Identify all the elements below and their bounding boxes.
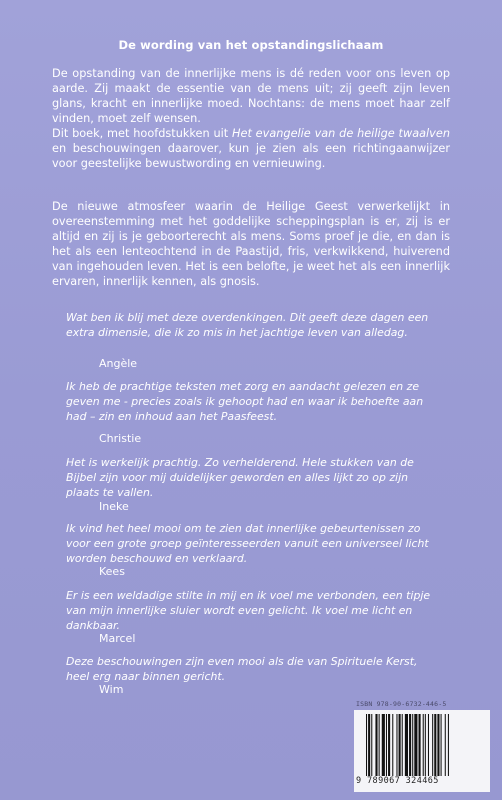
- testimonial-author: Angèle: [99, 357, 138, 370]
- book-reference-title: Het evangelie van de heilige twaalven: [232, 127, 450, 140]
- testimonial-quote: Er is een weldadige stilte in mij en ik voel me verbonden, een tipje van mijn innerlijke sluier wordt even gelicht. Ik voel me licht en dankbaar.: [66, 589, 431, 632]
- barcode-icon: [364, 714, 482, 776]
- testimonial-author: Ineke: [99, 500, 129, 513]
- book-description-paragraph: [52, 126, 450, 171]
- description-text-start: Dit boek, met hoofdstukken uit: [52, 127, 232, 140]
- testimonial-quote: Wat ben ik blij met deze overdenkingen. Dit geeft deze dagen een extra dimensie, die ik zo mis in het jachtige leven van alledag.: [66, 311, 429, 339]
- isbn-label: ISBN 978-90-6732-446-5: [356, 700, 447, 708]
- intro-paragraph: De opstanding van de innerlijke mens is dé reden voor ons leven op aarde. Zij maakt de essentie van de mens uit; zij geeft zijn leven glans, kracht en innerlijke moed. Nochtans: de mens moet haar zelf vinden, moet zelf wensen.: [52, 67, 450, 125]
- testimonial-author: Marcel: [99, 632, 136, 645]
- barcode-area: [354, 710, 490, 792]
- testimonial-quote: Ik vind het heel mooi om te zien dat innerlijke gebeurtenissen zo voor een grote groep geïnteresseerden vanuit een universeel licht worden beschouwd en verklaard.: [66, 522, 429, 565]
- testimonial-author: Kees: [99, 565, 125, 578]
- testimonial-quote: Ik heb de prachtige teksten met zorg en aandacht gelezen en ze geven me - precies zoals ik gehoopt had en waar ik behoefte aan had – zin en inhoud aan het Paasfeest.: [66, 380, 424, 423]
- testimonial-quote: Het is werkelijk prachtig. Zo verhelderend. Hele stukken van de Bijbel zijn voor mij duidelijker geworden en alles lijkt zo op zijn plaats te vallen.: [66, 456, 414, 499]
- testimonial-quote: Deze beschouwingen zijn even mooi als die van Spirituele Kerst, heel erg naar binnen gericht.: [66, 655, 418, 683]
- description-text-end: en beschouwingen daarover, kun je zien als een richtingaanwijzer voor geestelijke bewustwording en vernieuwing.: [52, 142, 450, 170]
- testimonial-author: Wim: [99, 683, 124, 696]
- cover-title: De wording van het opstandingslichaam: [118, 38, 384, 52]
- barcode-digits: 9 789067 324465: [356, 776, 439, 786]
- testimonial-author: Christie: [99, 432, 142, 445]
- atmosphere-paragraph: De nieuwe atmosfeer waarin de Heilige Geest verwerkelijkt in overeenstemming met het goddelijke scheppingsplan is er, zij is er altijd en zij is je geboorterecht als mens. Soms proef je die, en dan is het als een lenteochtend in de Paastijd, fris, verkwikkend, huiverend van ingehouden leven. Het is een belofte, je weet het als een innerlijk ervaren, innerlijk kennen, als gnosis.: [52, 200, 450, 288]
